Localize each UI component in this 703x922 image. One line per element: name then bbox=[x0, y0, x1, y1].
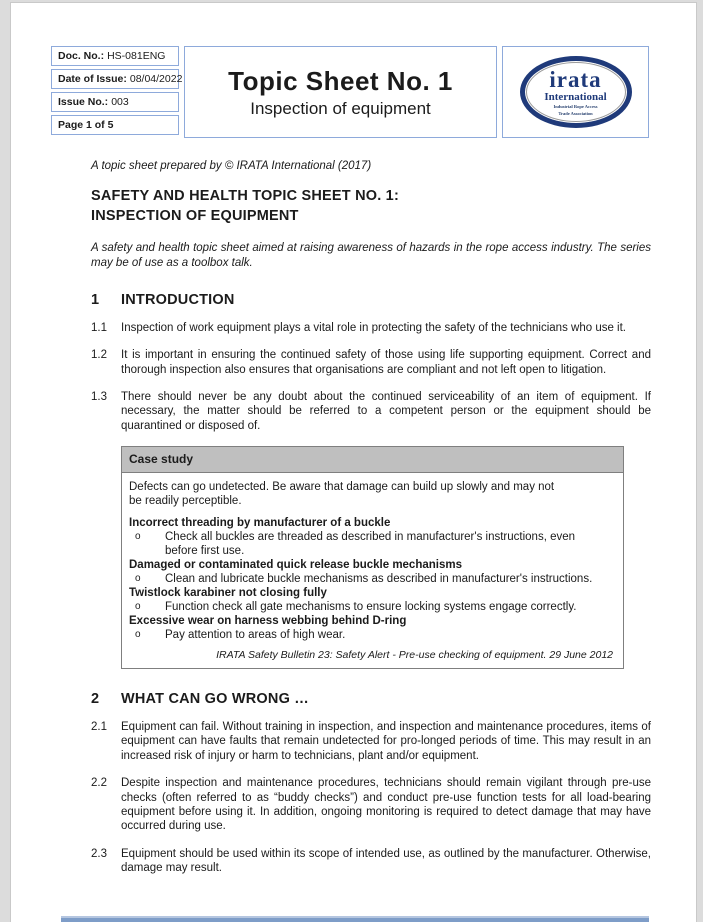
meta-doc-no-label: Doc. No.: bbox=[58, 50, 105, 62]
abstract-text: A safety and health topic sheet aimed at raising awareness of hazards in the rope access industry. The series may be of use as a toolbox talk. bbox=[91, 242, 651, 269]
main-heading-line-2: INSPECTION OF EQUIPMENT bbox=[91, 207, 299, 224]
case-point-bullet-3 bbox=[129, 600, 615, 614]
paragraph-2-1 bbox=[91, 720, 651, 763]
paragraph-text: Equipment should be used within its scope of intended use, as outlined by the manufacturer. Otherwise, damage may result. bbox=[121, 847, 651, 875]
paragraph-number: 1.1 bbox=[91, 321, 107, 334]
case-point-bullet-1 bbox=[129, 530, 615, 558]
paragraph-2-2 bbox=[91, 776, 651, 834]
case-point-heading-2: Damaged or contaminated quick release buckle mechanisms bbox=[129, 559, 462, 572]
paragraph-text: There should never be any doubt about the continued serviceability of an item of equipment. If necessary, the matter should be referred to a competent person or the equipment should be quarantined or disposed of. bbox=[121, 391, 651, 432]
bullet-marker: o bbox=[135, 601, 141, 613]
case-point-bullet-2 bbox=[129, 572, 615, 586]
paragraph-text: Despite inspection and maintenance procedures, technicians should remain vigilant through pre-use checks (often referred to as “buddy checks”) and conduct pre-use function tests for all load-bearing equipment before using it. In addition, ongoing monitoring is required to detect damage that may have occurred during use. bbox=[121, 777, 651, 833]
paragraph-text: It is important in ensuring the continued safety of those using life supporting equipment. Correct and thorough inspection also ensures that organisations are compliant and not left open to litigation. bbox=[121, 349, 651, 376]
meta-issue-label: Issue No.: bbox=[58, 96, 109, 108]
main-heading bbox=[91, 187, 651, 226]
logo-cell bbox=[502, 46, 649, 138]
prepared-by-note: A topic sheet prepared by © IRATA International (2017) bbox=[91, 160, 372, 172]
document-title: Topic Sheet No. 1 bbox=[228, 65, 453, 96]
bullet-text: Clean and lubricate buckle mechanisms as described in manufacturer's instructions. bbox=[165, 573, 593, 586]
case-study-body bbox=[122, 473, 623, 668]
bullet-text: Check all buckles are threaded as described in manufacturer's instructions, even before first use. bbox=[165, 531, 576, 558]
case-study-citation: IRATA Safety Bulletin 23: Safety Alert - Pre-use checking of equipment. 29 June 2012 bbox=[216, 649, 613, 662]
case-study-title: Case study bbox=[122, 447, 623, 473]
paragraph-number: 2.2 bbox=[91, 777, 107, 790]
main-heading-line-1: SAFETY AND HEALTH TOPIC SHEET NO. 1: bbox=[91, 188, 399, 204]
bullet-marker: o bbox=[135, 573, 141, 585]
meta-date-of-issue bbox=[51, 69, 183, 89]
meta-doc-no-value: HS-081ENG bbox=[107, 50, 166, 62]
meta-page bbox=[51, 115, 179, 135]
logo-tagline-1: Industrial Rope Access bbox=[553, 104, 598, 109]
case-study-box bbox=[121, 446, 624, 669]
section-2-number: 2 bbox=[91, 691, 100, 708]
section-2-title: WHAT CAN GO WRONG … bbox=[121, 691, 309, 708]
paragraph-number: 2.3 bbox=[91, 847, 107, 860]
bullet-text: Function check all gate mechanisms to ensure locking systems engage correctly. bbox=[165, 601, 577, 614]
case-point-heading-3: Twistlock karabiner not closing fully bbox=[129, 587, 327, 600]
meta-date-value: 08/04/2022 bbox=[129, 73, 183, 85]
document-page bbox=[10, 2, 697, 922]
paragraph-number: 1.3 bbox=[91, 391, 107, 403]
case-point-heading-4: Excessive wear on harness webbing behind D-ring bbox=[129, 615, 407, 628]
paragraph-1-1 bbox=[91, 321, 651, 335]
logo-international: International bbox=[544, 91, 607, 103]
paragraph-1-2 bbox=[91, 348, 651, 377]
paragraph-number: 1.2 bbox=[91, 349, 107, 362]
title-box bbox=[184, 46, 497, 138]
logo-tagline-2: Trade Association bbox=[558, 110, 593, 116]
paragraph-1-3 bbox=[91, 390, 651, 433]
irata-logo-icon bbox=[520, 56, 632, 128]
section-1-heading bbox=[91, 292, 651, 308]
document-header bbox=[51, 46, 649, 138]
section-1-title: INTRODUCTION bbox=[121, 291, 235, 308]
section-1-number: 1 bbox=[91, 291, 100, 308]
document-meta-table bbox=[51, 46, 183, 138]
meta-issue-value: 003 bbox=[111, 96, 129, 108]
section-2-heading bbox=[91, 691, 651, 707]
case-point-bullet-4 bbox=[129, 628, 615, 642]
meta-issue-no bbox=[51, 92, 179, 112]
bullet-marker: o bbox=[135, 531, 141, 543]
paragraph-text: Equipment can fail. Without training in inspection, and inspection and maintenance procedures, items of equipment can have faults that remain undetected for pro-longed periods of time. This may result in an increased risk of injury or harm to technicians, plant and/or equipment. bbox=[121, 721, 651, 762]
document-content bbox=[91, 160, 651, 875]
paragraph-2-3 bbox=[91, 847, 651, 876]
meta-doc-no bbox=[51, 46, 179, 66]
paragraph-number: 2.1 bbox=[91, 721, 107, 734]
document-subtitle: Inspection of equipment bbox=[250, 98, 431, 118]
footer-accent-bar bbox=[61, 916, 649, 922]
meta-date-label: Date of Issue: bbox=[58, 73, 127, 85]
bullet-text: Pay attention to areas of high wear. bbox=[165, 629, 346, 642]
bullet-marker: o bbox=[135, 629, 141, 641]
meta-page-label: Page 1 of 5 bbox=[58, 119, 114, 131]
paragraph-text: Inspection of work equipment plays a vital role in protecting the safety of the technicians who use it. bbox=[121, 321, 627, 334]
logo-word: irata bbox=[549, 67, 602, 92]
case-study-intro: Defects can go undetected. Be aware that damage can build up slowly and may not be readily perceptible. bbox=[129, 481, 555, 508]
case-point-heading-1: Incorrect threading by manufacturer of a buckle bbox=[129, 517, 391, 530]
